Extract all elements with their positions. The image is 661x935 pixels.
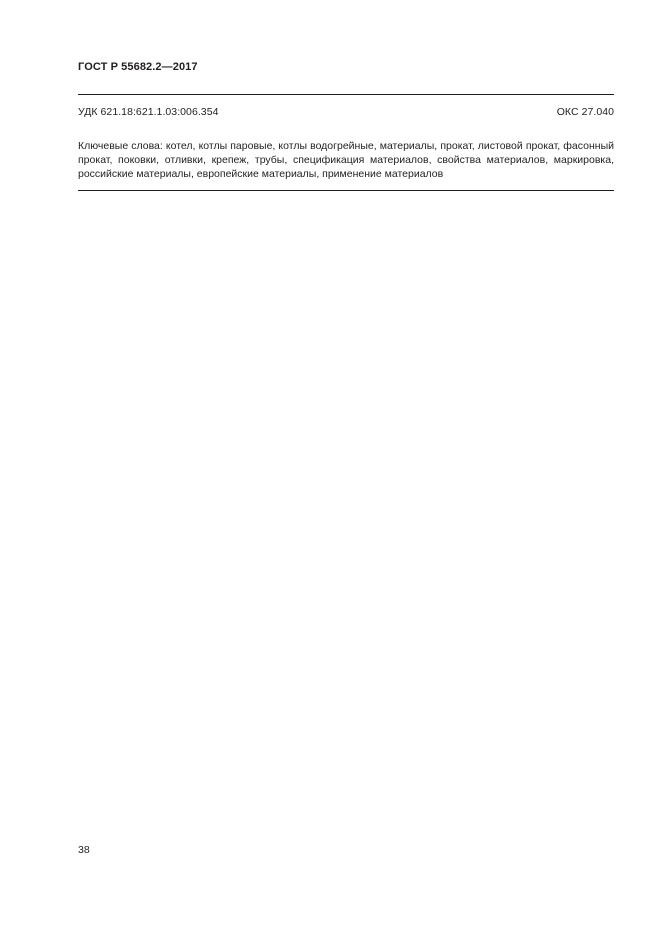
top-divider bbox=[78, 94, 614, 95]
page-number: 38 bbox=[78, 844, 90, 856]
document-code: ГОСТ Р 55682.2—2017 bbox=[78, 61, 198, 73]
keywords-paragraph: Ключевые слова: котел, котлы паровые, котлы водогрейные, материалы, прокат, листовой прокат, фасонный прокат, поковки, отливки, крепеж, трубы, спецификация материалов, свойства материалов, маркировка, российские материалы, европейские материалы, применение материалов bbox=[78, 140, 614, 180]
udk-code: УДК 621.18:621.1.03:006.354 bbox=[78, 106, 219, 118]
classification-row bbox=[78, 106, 614, 118]
oks-code: ОКС 27.040 bbox=[556, 106, 614, 118]
bottom-divider bbox=[78, 190, 614, 191]
